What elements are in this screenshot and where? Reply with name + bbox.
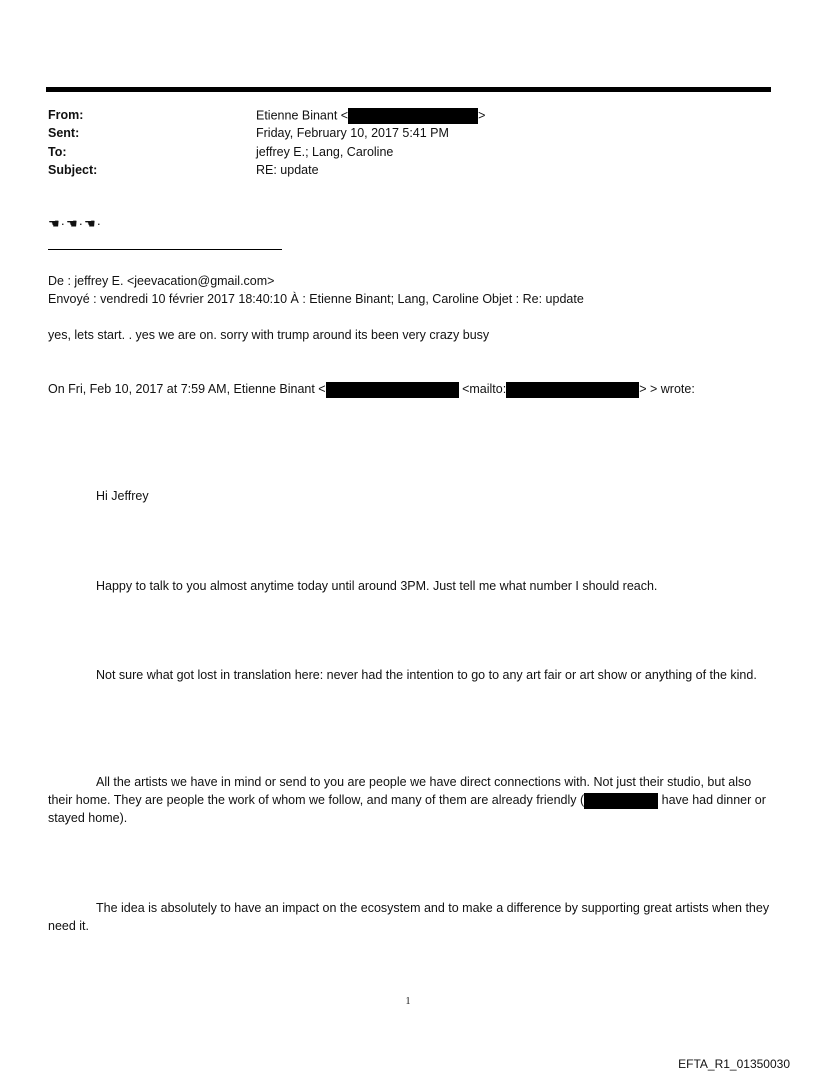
signature-glyphs: ☚·☚·☚· bbox=[48, 216, 102, 231]
body-paragraph-1: Happy to talk to you almost anytime today until around 3PM. Just tell me what number I should reach. bbox=[96, 579, 658, 593]
body-paragraph-4: The idea is absolutely to have an impact on the ecosystem and to make a difference by supporting great artists when they need it. bbox=[48, 901, 770, 933]
quote-mailto: <mailto: bbox=[458, 382, 507, 396]
redaction-block bbox=[584, 793, 658, 809]
quote-intro bbox=[48, 380, 770, 398]
body-paragraph-2: Not sure what got lost in translation here: never had the intention to go to any art fair or art show or anything of the kind. bbox=[96, 668, 757, 682]
body-paragraph-3 bbox=[48, 773, 770, 827]
sent-label: Sent: bbox=[48, 126, 80, 140]
to-value: jeffrey E.; Lang, Caroline bbox=[256, 145, 394, 159]
redaction-block bbox=[506, 382, 639, 398]
p3-after: have had dinner or stayed home). bbox=[48, 793, 766, 825]
quote-prefix: On Fri, Feb 10, 2017 at 7:59 AM, Etienne Binant < bbox=[48, 382, 326, 396]
reply-text: yes, lets start. . yes we are on. sorry with trump around its been very crazy busy bbox=[48, 328, 490, 342]
from-label: From: bbox=[48, 108, 84, 122]
separator-line bbox=[48, 249, 282, 250]
document-id: EFTA_R1_01350030 bbox=[678, 1057, 790, 1071]
from-value bbox=[256, 108, 485, 124]
subject-label: Subject: bbox=[48, 163, 98, 177]
forward-envoye-line: Envoyé : vendredi 10 février 2017 18:40:10 À : Etienne Binant; Lang, Caroline Objet : Re: update bbox=[48, 292, 584, 306]
to-label: To: bbox=[48, 145, 67, 159]
from-close: > bbox=[478, 108, 486, 123]
p3-before: All the artists we have in mind or send to you are people we have direct connections with. Not just their studio, but also their home. They are people the work of whom we follow, and many of them are already friendly ( bbox=[48, 775, 752, 807]
from-name: Etienne Binant < bbox=[256, 108, 349, 123]
greeting: Hi Jeffrey bbox=[96, 489, 149, 503]
page-number: 1 bbox=[405, 996, 411, 1007]
forward-de-line: De : jeffrey E. <jeevacation@gmail.com> bbox=[48, 274, 275, 288]
redaction-block bbox=[348, 108, 478, 124]
subject-value: RE: update bbox=[256, 163, 319, 177]
redaction-block bbox=[326, 382, 459, 398]
sent-value: Friday, February 10, 2017 5:41 PM bbox=[256, 126, 449, 140]
quote-suffix: > > wrote: bbox=[639, 382, 695, 396]
header-rule bbox=[46, 87, 771, 92]
